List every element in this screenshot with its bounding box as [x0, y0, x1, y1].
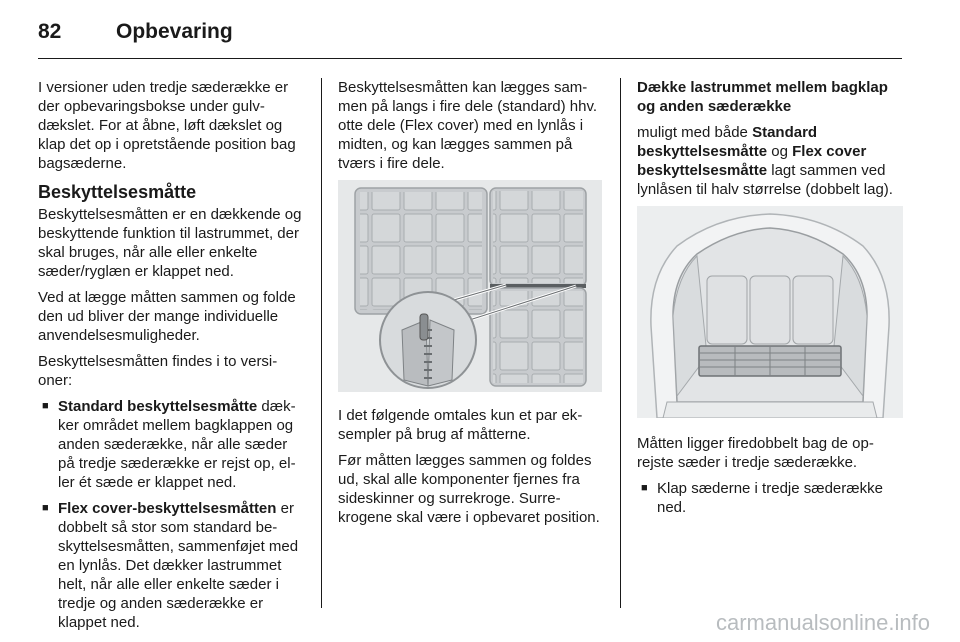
bullet-text: dækker området mellem bagklappen og anden sæderække, når alle sæder på tredje sæderække er rejst op, eller ét sæde er klappet ned.	[58, 398, 296, 491]
cargo-area-illustration	[637, 206, 903, 418]
section-heading-protective-mat: Beskyttelsesmåtte	[38, 182, 197, 202]
car-rear-svg	[637, 206, 903, 418]
list-item-standard	[38, 397, 306, 492]
column-1	[38, 78, 306, 639]
paragraph-mat-versions: Beskyttelsesmåtten findes i to versioner:	[38, 353, 278, 389]
paragraph-possible-with: muligt med både Standard beskyttelsesmåtte og Flex cover beskyttelsesmåtte lagt sammen ved lynlåsen til halv størrelse (dobbelt lag).	[637, 124, 893, 198]
column-divider-2	[620, 78, 621, 608]
paragraph-examples: I det følgende omtales kun et par eksempler på brug af måtterne.	[338, 407, 583, 443]
paragraph-mat-description: Beskyttelsesmåtten er en dækkende og beskyttende funktion til lastrummet, der skal bruges, når alle eller enkelte sæder/ryglæn er klappet ned.	[38, 206, 302, 280]
bullet-term: Standard beskyttelsesmåtte	[58, 398, 258, 415]
paragraph-mat-folding: Ved at lægge måtten sammen og folde den ud bliver der mange individuelle anvendelsesmuligheder.	[38, 289, 296, 344]
seat-back-left	[707, 276, 747, 344]
header-divider	[38, 58, 902, 59]
instruction-list	[637, 479, 903, 517]
zipper-pull	[420, 314, 428, 340]
mat-diagram-svg	[338, 180, 602, 392]
page-number: 82	[38, 20, 62, 43]
column-divider-1	[321, 78, 322, 608]
mat-illustration	[338, 180, 602, 392]
column-3	[637, 78, 903, 524]
paragraph-storage-boxes: I versioner uden tredje sæderække er der opbevaringsbokse under gulvdækslet. For at åbne, løft dækslet og klap det op i opretstående position bag bagsæderne.	[38, 79, 296, 172]
watermark: carmanualsonline.info	[715, 610, 930, 635]
list-item-flex-cover	[38, 499, 306, 632]
subheading-cover-cargo: Dække lastrummet mellem bagklap og anden sæderække	[637, 79, 888, 115]
paragraph-folding-options: Beskyttelsesmåtten kan lægges sammen på langs i fire dele (standard) hhv. otte dele (Flex cover) med en lynlås i midten, og kan lægges sammen på tværs i fire dele.	[338, 79, 598, 172]
paragraph-mat-behind-seats: Måtten ligger firedobbelt bag de oprejste sæder i tredje sæderække.	[637, 435, 874, 471]
bullet-text: er dobbelt så stor som standard beskyttelsesmåtten, sammenføjet med en lynlås. Det dækker lastrummet helt, når alle eller enkelte sæder i tredje og anden sæderække er klappet ned.	[58, 500, 299, 631]
seat-back-middle	[750, 276, 790, 344]
version-list	[38, 397, 306, 632]
page-header	[38, 18, 922, 58]
page-title: Opbevaring	[116, 20, 233, 43]
list-item-fold-seats: ■ Klap sæderne i tredje sæderække ned.	[637, 479, 903, 517]
column-2	[338, 78, 604, 534]
seat-back-right	[793, 276, 833, 344]
paragraph-remove-components: Før måtten lægges sammen og foldes ud, skal alle komponenter fjernes fra sideskinner og surrekroge. Surrekrogene skal være i opbevaret position.	[338, 452, 600, 526]
bullet-term: Flex cover-beskyttelsesmåtten	[58, 500, 277, 517]
